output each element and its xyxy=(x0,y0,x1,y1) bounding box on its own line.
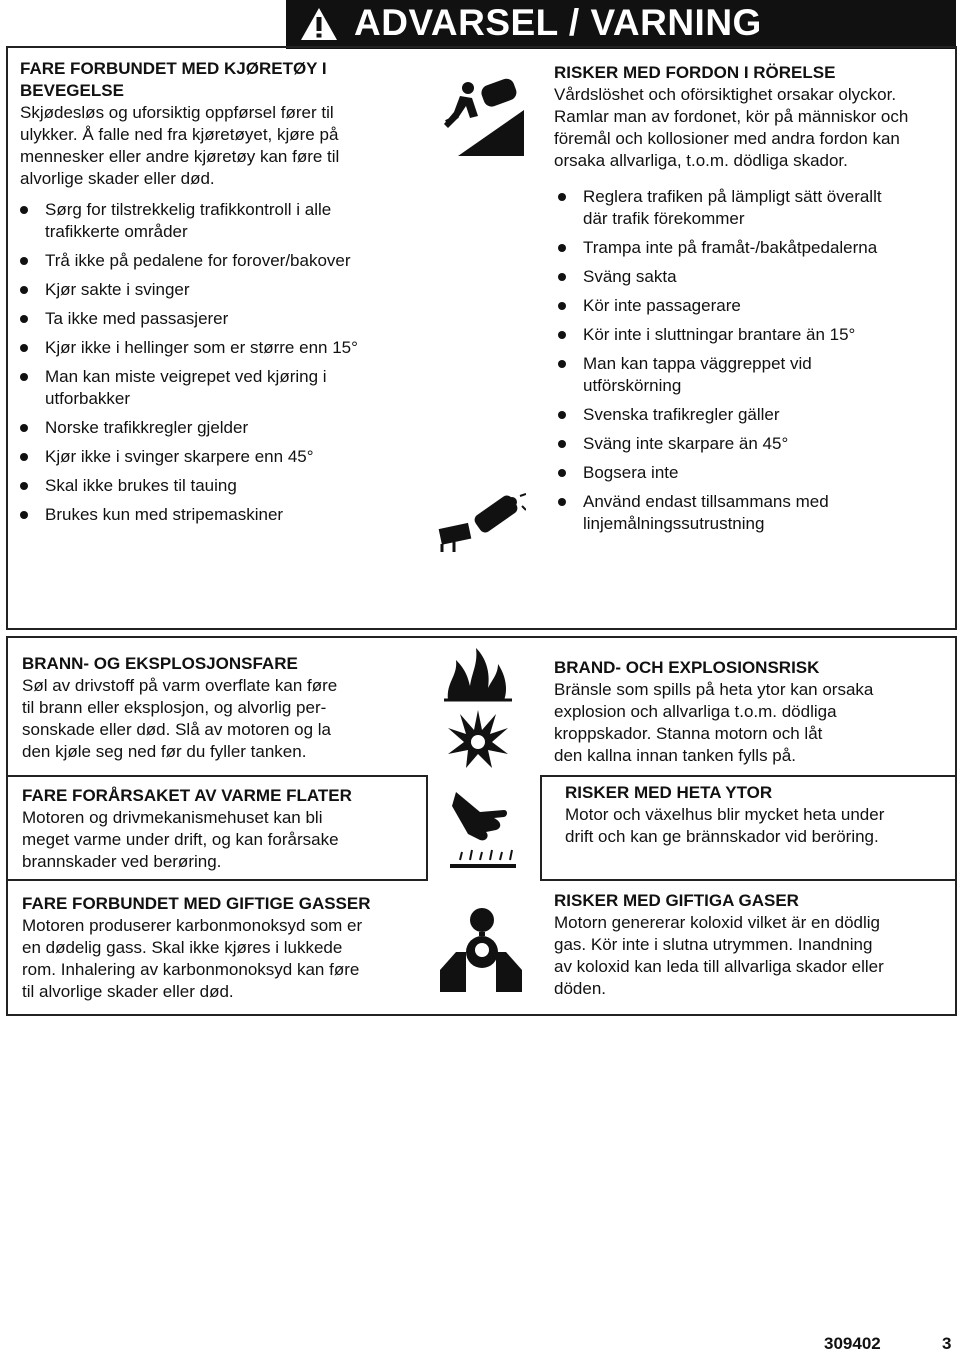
list-item: Sväng inte skarpare än 45° xyxy=(556,433,946,455)
fire-no-line: sonskade eller død. Slå av motoren og la xyxy=(22,720,332,739)
warning-header xyxy=(286,0,956,49)
list-item: Trå ikke på pedalene for forover/bakover xyxy=(18,250,418,272)
list-item: Sørg for tilstrekkelig trafikkontroll i alle trafikkerte områder xyxy=(18,199,345,243)
fire-no-text xyxy=(22,653,422,763)
gas-sv-line: av koloxid kan leda till allvarliga skador eller xyxy=(554,957,884,976)
hot-no-text xyxy=(22,785,422,873)
list-item: Man kan miste veigrepet ved kjøring i utforbakker xyxy=(18,366,345,410)
list-item: Använd endast tillsammans med linjemålningssutrustning xyxy=(556,491,863,535)
vehicle-sv-line: Ramlar man av fordonet, kör på människor och xyxy=(554,107,909,126)
fire-sv-line: kroppskador. Stanna motorn och låt xyxy=(554,724,823,743)
fire-sv-line: den kallna innan tanken fylls på. xyxy=(554,746,796,765)
divider xyxy=(6,879,426,881)
list-item: Trampa inte på framåt-/bakåtpedalerna xyxy=(556,237,946,259)
hot-surface-hand-icon xyxy=(446,790,520,870)
divider xyxy=(540,775,542,881)
vehicle-no-line: alvorlige skader eller død. xyxy=(20,169,215,188)
vehicle-no-line: ulykker. Å falle ned fra kjøretøyet, kjøre på xyxy=(20,125,339,144)
fire-sv-text xyxy=(554,657,949,767)
gas-sv-line: gas. Kör inte i slutna utrymmen. Inandning xyxy=(554,935,873,954)
header-title: ADVARSEL / VARNING xyxy=(354,2,762,43)
fire-no-line: den kjøle seg ned før du fyller tanken. xyxy=(22,742,307,761)
list-item: Svenska trafikregler gäller xyxy=(556,404,946,426)
gas-no-line: en dødelig gass. Skal ikke kjøres i lukkede xyxy=(22,938,343,957)
hot-sv-line: drift och kan ge brännskador vid beröring. xyxy=(565,827,879,846)
hot-sv-heading: RISKER MED HETA YTOR xyxy=(565,783,773,802)
hot-no-line: brannskader ved berøring. xyxy=(22,852,222,871)
gas-sv-text xyxy=(554,890,949,1000)
warning-triangle-icon xyxy=(300,7,338,41)
gas-no-heading: FARE FORBUNDET MED GIFTIGE GASSER xyxy=(22,894,371,913)
fire-no-heading: BRANN- OG EKSPLOSJONSFARE xyxy=(22,654,298,673)
hot-sv-line: Motor och växelhus blir mycket heta under xyxy=(565,805,885,824)
list-item: Bogsera inte xyxy=(556,462,946,484)
list-item: Ta ikke med passasjerer xyxy=(18,308,418,330)
divider xyxy=(540,775,955,777)
vehicle-sv-bullets xyxy=(556,186,946,542)
list-item: Reglera trafiken på lämpligt sätt överallt där trafik förekommer xyxy=(556,186,903,230)
gas-no-text xyxy=(22,893,422,1003)
vehicle-sv-line: Vårdslöshet och oförsiktighet orsakar olyckor. xyxy=(554,85,897,104)
vehicle-no-bullets xyxy=(18,199,418,533)
gas-no-line: Motoren produserer karbonmonoksyd som er xyxy=(22,916,363,935)
gas-no-line: til alvorlige skader eller død. xyxy=(22,982,234,1001)
hot-sv-text xyxy=(565,782,945,848)
vehicle-no-text xyxy=(20,58,430,190)
vehicle-no-line: mennesker eller andre kjøretøy kan føre til xyxy=(20,147,340,166)
vehicle-sv-line: orsaka allvarliga, t.o.m. dödliga skador. xyxy=(554,151,848,170)
list-item: Sväng sakta xyxy=(556,266,946,288)
fire-no-line: Søl av drivstoff på varm overflate kan føre xyxy=(22,676,338,695)
fire-no-line: til brann eller eksplosjon, og alvorlig per- xyxy=(22,698,327,717)
list-item: Kör inte passagerare xyxy=(556,295,946,317)
list-item: Kjør ikke i svinger skarpere enn 45° xyxy=(18,446,418,468)
fire-sv-line: Bränsle som spills på heta ytor kan orsaka xyxy=(554,680,874,699)
explosion-icon xyxy=(446,708,510,770)
divider xyxy=(426,775,428,881)
gas-no-line: rom. Inhalering av karbonmonoksyd kan føre xyxy=(22,960,360,979)
list-item: Kjør ikke i hellinger som er større enn 15° xyxy=(18,337,418,359)
list-item: Kjør sakte i svinger xyxy=(18,279,418,301)
divider xyxy=(540,879,955,881)
gas-sv-line: döden. xyxy=(554,979,606,998)
vehicle-no-line: Skjødesløs og uforsiktig oppførsel fører til xyxy=(20,103,334,122)
falling-from-vehicle-icon xyxy=(438,76,524,156)
vehicle-sv-heading: RISKER MED FORDON I RÖRELSE xyxy=(554,63,836,82)
hot-no-line: Motoren og drivmekanismehuset kan bli xyxy=(22,808,323,827)
list-item: Skal ikke brukes til tauing xyxy=(18,475,418,497)
fire-sv-heading: BRAND- OCH EXPLOSIONSRISK xyxy=(554,658,820,677)
divider xyxy=(6,775,426,777)
page-number: 3 xyxy=(942,1334,952,1353)
doc-number: 309402 xyxy=(824,1334,881,1353)
hot-no-heading: FARE FORÅRSAKET AV VARME FLATER xyxy=(22,786,352,805)
vehicle-sv-line: föremål och kollosioner med andra fordon kan xyxy=(554,129,900,148)
gas-sv-heading: RISKER MED GIFTIGA GASER xyxy=(554,891,799,910)
list-item: Norske trafikkregler gjelder xyxy=(18,417,418,439)
fire-sv-line: explosion och allvarliga t.o.m. dödliga xyxy=(554,702,837,721)
vehicle-sv-text xyxy=(554,62,954,172)
fire-icon xyxy=(444,642,512,702)
vehicle-collision-icon xyxy=(438,492,526,554)
hot-no-line: meget varme under drift, og kan forårsake xyxy=(22,830,339,849)
list-item: Kör inte i sluttningar brantare än 15° xyxy=(556,324,946,346)
gas-sv-line: Motorn genererar koloxid vilket är en dödlig xyxy=(554,913,881,932)
vehicle-no-heading: FARE FORBUNDET MED KJØRETØY I BEVEGELSE xyxy=(20,59,327,100)
list-item: Brukes kun med stripemaskiner xyxy=(18,504,418,526)
toxic-gas-icon xyxy=(440,906,522,992)
list-item: Man kan tappa väggreppet vid utförskörning xyxy=(556,353,843,397)
